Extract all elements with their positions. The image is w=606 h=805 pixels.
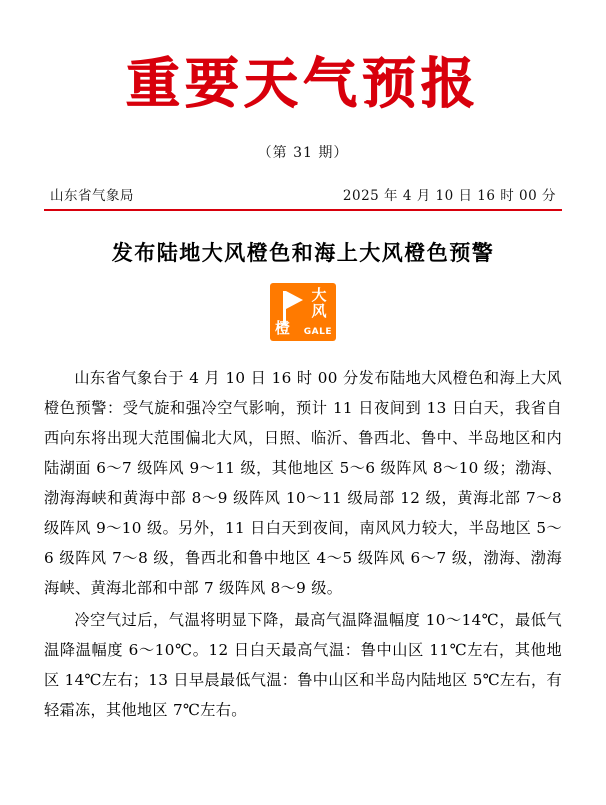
- document-meta: [44, 162, 562, 204]
- paragraph: 山东省气象台于 4 月 10 日 16 时 00 分发布陆地大风橙色和海上大风橙色预警：受气旋和强冷空气影响，预计 11 日夜间到 13 日白天，我省自西向东将出现大范围偏北大风，日照、临沂、鲁西北、鲁中、半岛地区和内陆湖面 6～7 级阵风 9～11 级，其他地区 5～6 级阵风 8～10 级；渤海、渤海海峡和黄海中部 8～9 级阵风 10～11 级局部 12 级，黄海北部 7～8 级阵风 9～10 级。另外，11 日白天到夜间，南风风力较大，半岛地区 5～6 级阵风 7～8 级，鲁西北和鲁中地区 4～5 级阵风 6～7 级，渤海、渤海海峡、黄海北部和中部 7 级阵风 8～9 级。: [44, 369, 562, 598]
- issue-number: （第 31 期）: [257, 145, 349, 162]
- warning-icon-type-label: 大风: [311, 286, 327, 321]
- page-title: 重要天气预报: [126, 51, 480, 115]
- body-text: [44, 341, 562, 725]
- issue-datetime: 2025 年 4 月 10 日 16 时 00 分: [342, 188, 556, 205]
- warning-icon-level-label: 橙: [275, 319, 291, 338]
- warning-icon-en-label: GALE: [303, 327, 332, 338]
- issuer-label: 山东省气象局: [50, 188, 134, 205]
- gale-orange-warning-icon: [270, 283, 336, 341]
- paragraph: 冷空气过后，气温将明显下降，最高气温降温幅度 10～14℃，最低气温降温幅度 6～10℃。12 日白天最高气温：鲁中山区 11℃左右，其他地区 14℃左右；13 日早晨最低气温：鲁中山区和半岛内陆地区 5℃左右，有轻霜冻，其他地区 7℃左右。: [44, 611, 562, 720]
- headline: 发布陆地大风橙色和海上大风橙色预警: [111, 240, 495, 266]
- flag-icon: [286, 291, 303, 309]
- warning-icon-container: [44, 267, 562, 341]
